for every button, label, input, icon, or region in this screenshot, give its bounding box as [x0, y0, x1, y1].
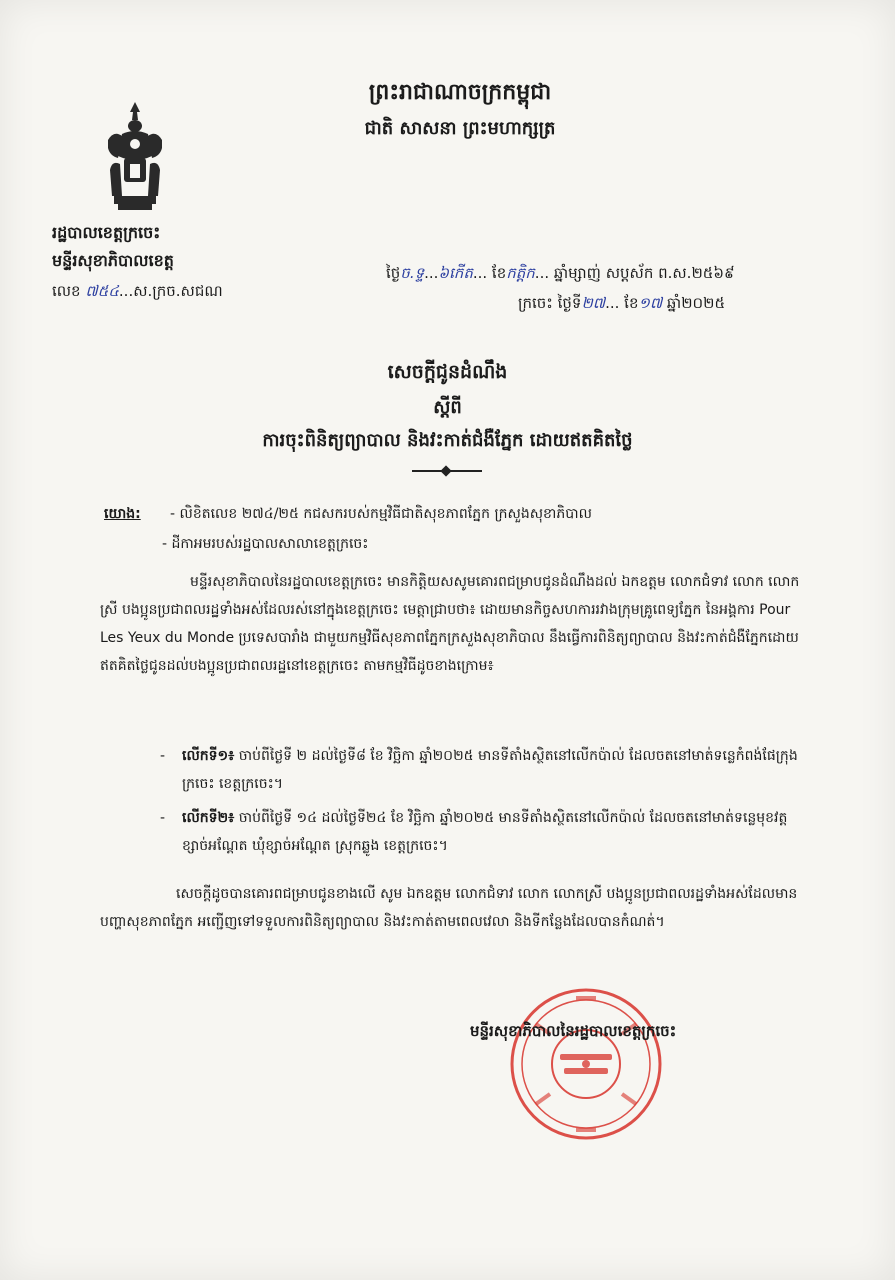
solar-year: ឆ្នាំ២០២៥	[662, 294, 726, 312]
list-dash: -	[160, 810, 166, 826]
royal-emblem-icon	[100, 100, 170, 212]
ref-suffix: ...ស.ក្រច.សជណ	[118, 282, 223, 300]
document-title: សេចក្តីជូនដំណឹង	[387, 361, 508, 383]
schedule-item-text	[182, 742, 800, 798]
reference-item-1: - លិខិតលេខ ២៧៤/២៥ កជសករបស់កម្មវិធីជាតិសុខភាពភ្នែក ក្រសួងសុខាភិបាល	[170, 506, 592, 522]
solar-prefix: ក្រចេះ ថ្ងៃទី	[518, 294, 582, 312]
lunar-prefix: ថ្ងៃ	[386, 264, 401, 282]
signature-title: មន្ទីរសុខាភិបាលនៃរដ្ឋបាលខេត្តក្រចេះ	[470, 1022, 677, 1040]
schedule-item-label: លើកទី២៖	[182, 810, 235, 826]
lunar-day: ច.ទ្ទ	[400, 264, 425, 282]
schedule-item-detail: ចាប់ពីថ្ងៃទី ១៤ ដល់ថ្ងៃទី២៤ ខែ វិច្ឆិកា ឆ្នាំ២០២៥ មានទីតាំងស្ថិតនៅលើកប៉ាល់ ដែលចតនៅមាត់ទន្លេមុខវត្តខ្សាច់អណ្តែត ឃុំខ្សាច់អណ្តែត ស្រុកឆ្លូង ខេត្តក្រចេះ។	[182, 810, 788, 854]
solar-month: ១៧	[638, 294, 663, 312]
schedule-item-label: លើកទី១៖	[182, 748, 235, 764]
body-paragraph-2: សេចក្តីដូចបានគោរពជម្រាបជូនខាងលើ សូម ឯកឧត្តម លោកជំទាវ លោក លោកស្រី បងប្អូនប្រជាពលរដ្ឋទាំងអស់ដែលមានបញ្ហាសុខភាពភ្នែក អញ្ជើញទៅទទួលការពិនិត្យព្យាបាល និងវះកាត់តាមពេលវេលា និងទីកន្លែងដែលបានកំណត់។	[100, 886, 798, 930]
reference-label: យោង:	[104, 506, 141, 522]
schedule-item-1	[160, 742, 800, 798]
solar-day: ២៧	[581, 294, 606, 312]
national-motto: ជាតិ សាសនា ព្រះមហាក្សត្រ	[364, 118, 556, 139]
lunar-month: កត្ដិក	[506, 264, 535, 282]
schedule-item-text	[182, 804, 800, 860]
issuer-department: មន្ទីរសុខាភិបាលខេត្ត	[52, 251, 174, 270]
lunar-date	[386, 264, 735, 286]
official-stamp-icon	[506, 984, 666, 1144]
solar-date	[518, 294, 725, 316]
body-paragraph-1: មន្ទីរសុខាភិបាលនៃរដ្ឋបាលខេត្តក្រចេះ មានកិត្តិយសសូមគោរពជម្រាបជូនដំណឹងដល់ ឯកឧត្តម លោកជំទាវ លោក លោកស្រី បងប្អូនប្រជាពលរដ្ឋទាំងអស់ដែលរស់នៅក្នុងខេត្តក្រចេះ មេត្តាជ្រាបថា៖ ដោយមានកិច្ចសហការរវាងក្រុមគ្រូពេទ្យភ្នែក នៃអង្គការ Pour Les Yeux du Monde ប្រទេសបារាំង ជាមួយកម្មវិធីសុខភាពភ្នែកក្រសួងសុខាភិបាល នឹងធ្វើការពិនិត្យព្យាបាល និងវះកាត់ជំងឺភ្នែកដោយឥតគិតថ្លៃជូនដល់បងប្អូនប្រជាពលរដ្ឋនៅខេត្តក្រចេះ តាមកម្មវិធីដូចខាងក្រោម៖	[100, 574, 800, 674]
document-subject: ការចុះពិនិត្យព្យាបាល និងវះកាត់ជំងឺភ្នែក ដោយឥតគិតថ្លៃ	[262, 430, 633, 451]
lunar-year: ... ឆ្នាំម្សាញ់ សប្តស័ក ព.ស.២៥៦៩	[534, 264, 735, 282]
list-dash: -	[160, 748, 166, 764]
lunar-mid: ...	[424, 264, 439, 282]
document-subject-label: ស្តីពី	[433, 397, 462, 418]
schedule-item-detail: ចាប់ពីថ្ងៃទី ២ ដល់ថ្ងៃទី៨ ខែ វិច្ឆិកា ឆ្នាំ២០២៥ មានទីតាំងស្ថិតនៅលើកប៉ាល់ ដែលចតនៅមាត់ទន្លេកំពង់ផែក្រុងក្រចេះ ខេត្តក្រចេះ។	[182, 748, 798, 792]
solar-month-label: ... ខែ	[605, 294, 639, 312]
reference-number	[52, 282, 223, 304]
ref-number-handwritten: ៧៥៤	[85, 282, 119, 300]
issuer-administration: រដ្ឋបាលខេត្តក្រចេះ	[52, 223, 161, 242]
schedule-item-2	[160, 804, 800, 860]
lunar-date-value: ៦កើត	[438, 264, 473, 282]
lunar-month-label: ... ខែ	[472, 264, 507, 282]
title-divider	[412, 470, 482, 472]
kingdom-heading: ព្រះរាជាណាចក្រកម្ពុជា	[368, 80, 552, 105]
ref-prefix: លេខ	[52, 282, 81, 300]
reference-item-2: - ដីកាអមរបស់រដ្ឋបាលសាលាខេត្តក្រចេះ	[162, 536, 369, 552]
